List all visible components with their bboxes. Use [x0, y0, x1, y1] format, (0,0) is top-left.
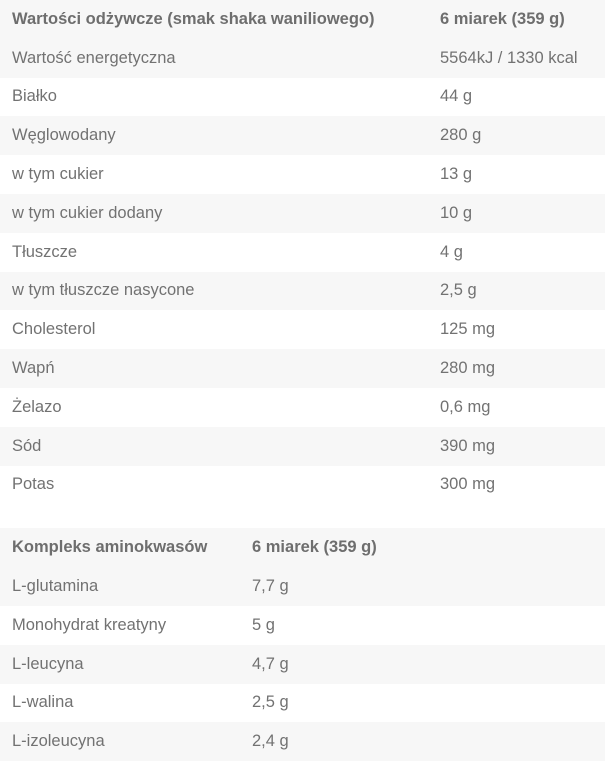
nutrition-header-row — [0, 0, 605, 39]
amino-header-value: 6 miarek (359 g) — [252, 538, 377, 557]
table-row — [0, 466, 605, 505]
nutrient-name: Węglowodany — [12, 126, 116, 145]
table-row — [0, 645, 605, 684]
table-row — [0, 116, 605, 155]
nutrient-value: 5564kJ / 1330 kcal — [440, 48, 578, 67]
nutrient-value: 390 mg — [440, 436, 496, 455]
table-row — [0, 39, 605, 78]
amino-acid-table — [0, 528, 605, 761]
table-row — [0, 194, 605, 233]
table-row — [0, 272, 605, 311]
amino-value: 5 g — [252, 615, 275, 634]
table-row — [0, 606, 605, 645]
nutrient-value: 125 mg — [440, 320, 496, 339]
nutrient-name: w tym cukier — [12, 165, 104, 184]
nutrient-name: Sód — [12, 436, 42, 455]
nutrient-value: 0,6 mg — [440, 397, 491, 416]
nutrient-name: Potas — [12, 475, 55, 494]
nutrient-name: w tym tłuszcze nasycone — [12, 281, 195, 300]
nutrient-name: Tłuszcze — [12, 242, 78, 261]
nutrient-value: 2,5 g — [440, 281, 477, 300]
amino-value: 2,5 g — [252, 693, 289, 712]
nutrient-name: Wapń — [12, 359, 55, 378]
nutrient-value: 13 g — [440, 165, 473, 184]
nutrient-value: 280 g — [440, 126, 482, 145]
amino-name: L-walina — [12, 693, 74, 712]
table-row — [0, 427, 605, 466]
nutrient-value: 4 g — [440, 242, 463, 261]
nutrition-header-value: 6 miarek (359 g) — [440, 9, 565, 28]
nutrient-name: w tym cukier dodany — [12, 203, 163, 222]
amino-table-head — [0, 528, 605, 567]
nutrient-value: 44 g — [440, 87, 473, 106]
nutrition-table-head — [0, 0, 605, 39]
table-row — [0, 684, 605, 723]
amino-name: L-glutamina — [12, 577, 99, 596]
amino-name: L-izoleucyna — [12, 732, 105, 751]
amino-name: L-leucyna — [12, 654, 84, 673]
table-row — [0, 567, 605, 606]
amino-header-row — [0, 528, 605, 567]
amino-header-name: Kompleks aminokwasów — [12, 538, 208, 557]
table-row — [0, 388, 605, 427]
nutrient-value: 10 g — [440, 203, 473, 222]
table-row — [0, 349, 605, 388]
nutrient-name: Białko — [12, 87, 57, 106]
amino-table-body — [0, 567, 605, 761]
nutrient-value: 280 mg — [440, 359, 496, 378]
nutrient-name: Cholesterol — [12, 320, 96, 339]
amino-name: Monohydrat kreatyny — [12, 615, 167, 634]
nutrient-name: Żelazo — [12, 397, 62, 416]
table-row — [0, 310, 605, 349]
amino-value: 2,4 g — [252, 732, 289, 751]
amino-value: 7,7 g — [252, 577, 289, 596]
nutrition-header-name: Wartości odżywcze (smak shaka waniliowego) — [12, 9, 375, 28]
amino-value: 4,7 g — [252, 654, 289, 673]
nutrient-value: 300 mg — [440, 475, 496, 494]
table-row — [0, 722, 605, 761]
nutrient-name: Wartość energetyczna — [12, 48, 176, 67]
nutrition-table-body — [0, 39, 605, 505]
table-row — [0, 155, 605, 194]
table-row — [0, 78, 605, 117]
table-row — [0, 233, 605, 272]
